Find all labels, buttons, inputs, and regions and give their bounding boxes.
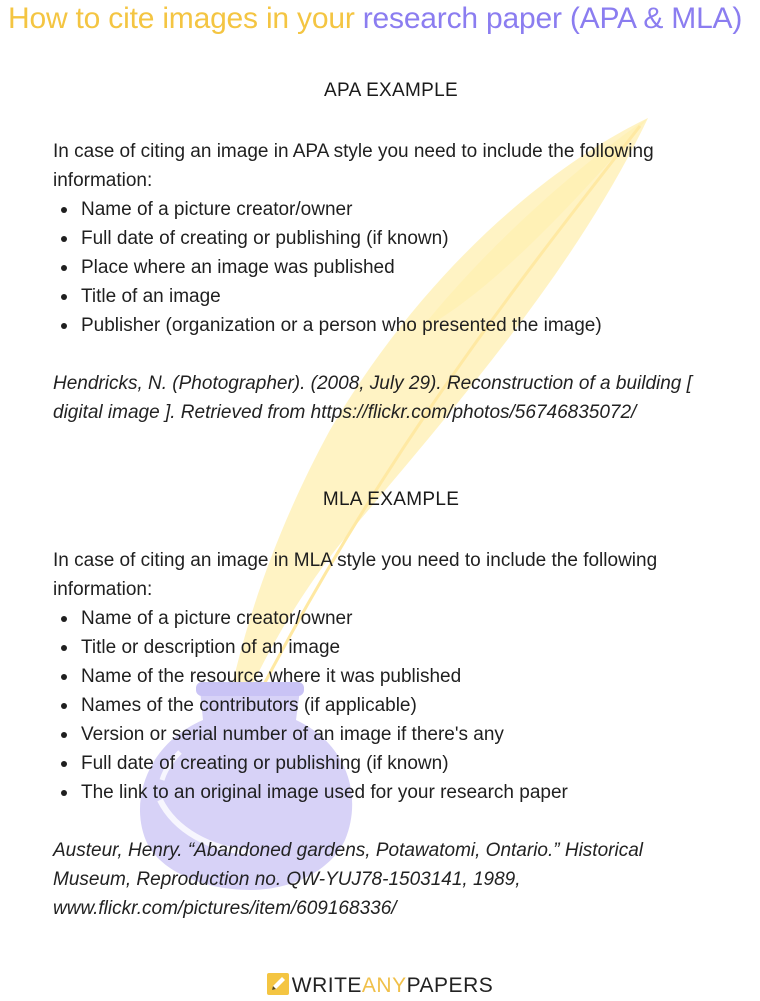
title-part-yellow: How to cite images in your: [8, 2, 363, 35]
brand-write: WRITE: [291, 974, 362, 997]
mla-citation: Austeur, Henry. “Abandoned gardens, Potawatomi, Ontario.” Historical Museum, Reproduction no. QW-YUJ78-1503141, 1989, www.flickr.com/pictures/item/609168336/: [53, 840, 643, 919]
list-item: Name of a picture creator/owner: [53, 604, 568, 633]
footer-brand: [0, 973, 760, 1001]
list-item: Version or serial number of an image if there's any: [53, 720, 568, 749]
brand-any: ANY: [361, 974, 407, 997]
mla-list: [53, 604, 568, 807]
apa-intro: In case of citing an image in APA style you need to include the following information:: [53, 141, 654, 191]
brand-papers: PAPERS: [406, 974, 494, 997]
list-item: Name of the resource where it was published: [53, 662, 568, 691]
list-item: Publisher (organization or a person who presented the image): [53, 311, 602, 340]
list-item: The link to an original image used for your research paper: [53, 778, 568, 807]
list-item: Place where an image was published: [53, 253, 602, 282]
pencil-icon: [267, 973, 289, 1001]
apa-citation: Hendricks, N. (Photographer). (2008, July 29). Reconstruction of a building [ digital image ]. Retrieved from https://flickr.com/photos/56746835072/: [53, 373, 692, 423]
title-part-purple: research paper (APA & MLA): [362, 2, 743, 35]
list-item: Title or description of an image: [53, 633, 568, 662]
apa-heading: APA EXAMPLE: [324, 80, 458, 101]
page-title: [8, 2, 742, 36]
list-item: Title of an image: [53, 282, 602, 311]
mla-intro: In case of citing an image in MLA style you need to include the following information:: [53, 550, 658, 600]
list-item: Full date of creating or publishing (if known): [53, 749, 568, 778]
mla-heading: MLA EXAMPLE: [322, 489, 460, 510]
list-item: Full date of creating or publishing (if known): [53, 224, 602, 253]
apa-list: [53, 195, 602, 340]
list-item: Name of a picture creator/owner: [53, 195, 602, 224]
list-item: Names of the contributors (if applicable): [53, 691, 568, 720]
